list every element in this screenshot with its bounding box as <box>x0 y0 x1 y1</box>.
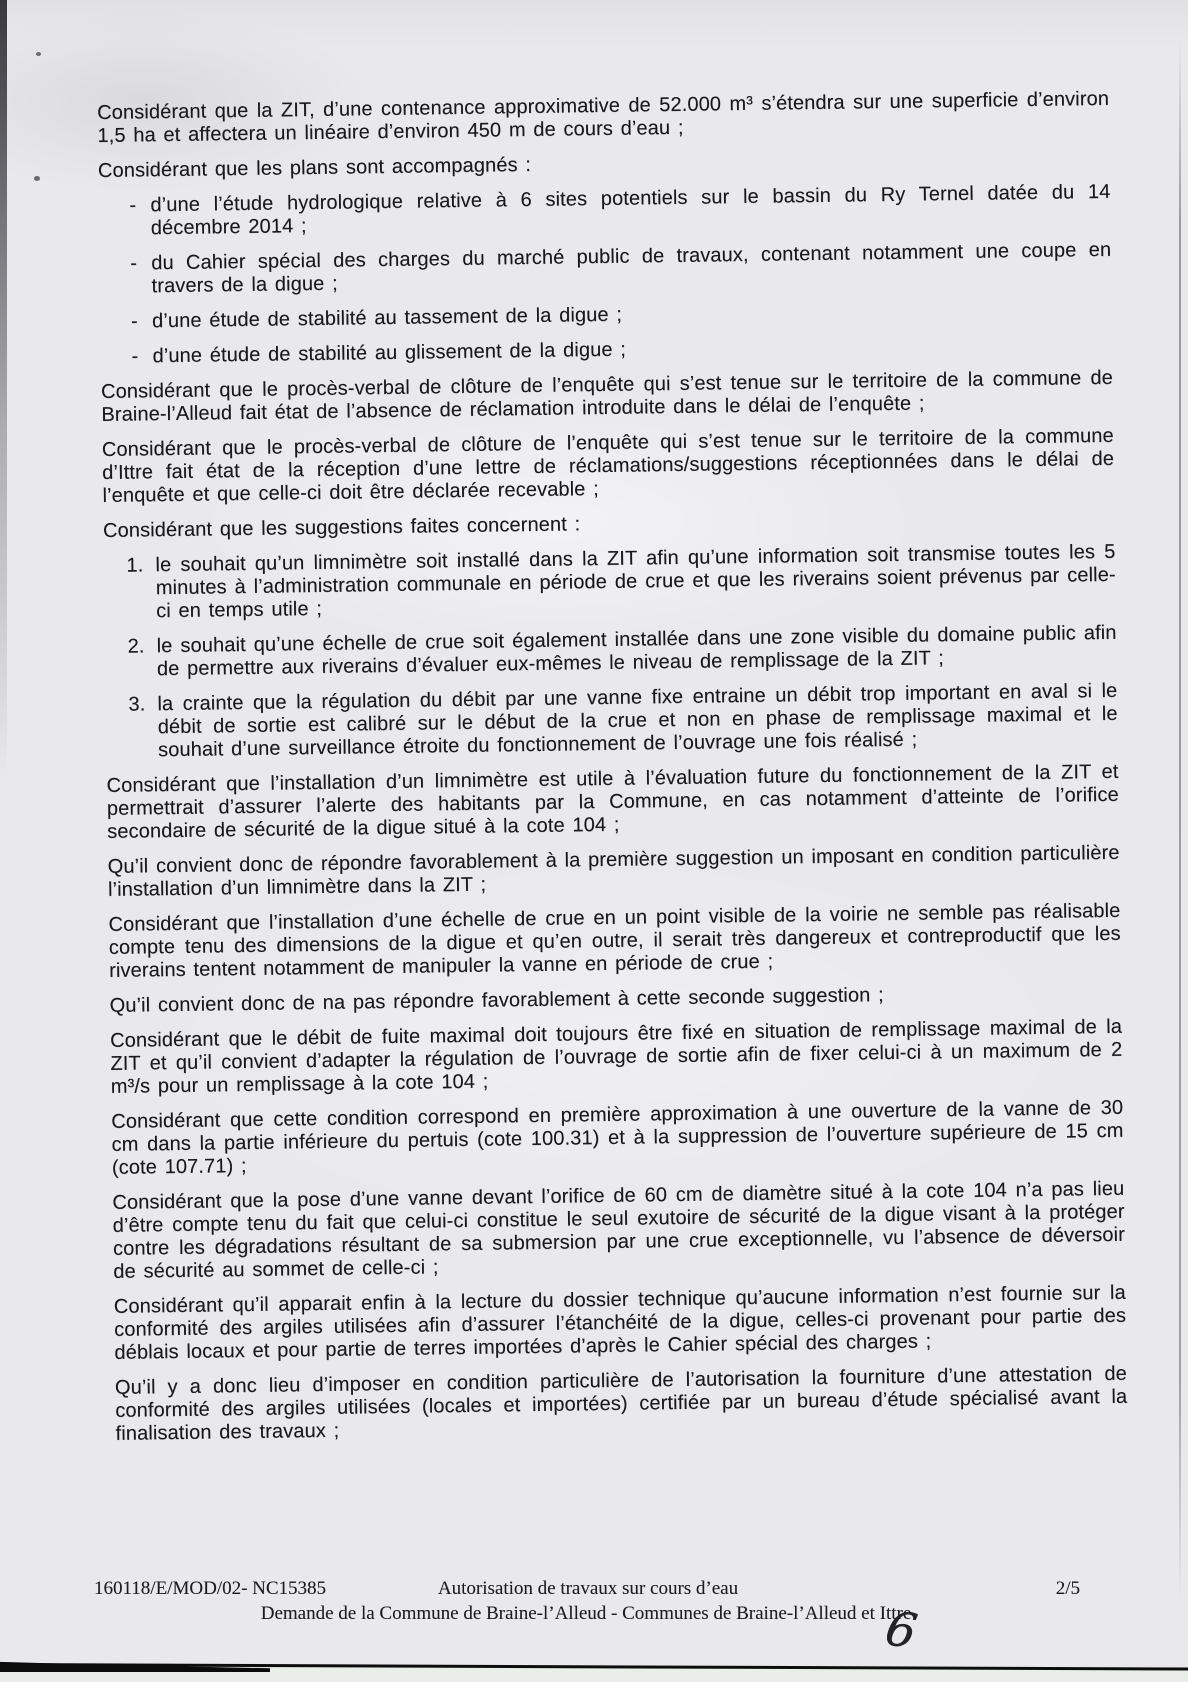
paper-speck <box>34 176 40 181</box>
list-item-text: d’une étude de stabilité au glissement de la digue ; <box>152 338 627 368</box>
footer-subtitle: Demande de la Commune de Braine-l’Alleud - Communes de Braine-l’Alleud et Ittre <box>260 1603 912 1624</box>
list-item-text: d’une l’étude hydrologique relative à 6 sites potentiels sur le bassin du Ry Ternel datée du 14 décembre 2014 ; <box>150 180 1111 240</box>
paragraph: Considérant que le procès-verbal de clôture de l’enquête qui s’est tenue sur le territoire de la commune de Braine-l’Alleud fait état de l’absence de réclamation introduite dans le délai de l’enquête ; <box>100 366 1114 426</box>
paragraph: Considérant que le procès-verbal de clôture de l’enquête qui s’est tenue sur le territoire de la commune d’Ittre fait état de la réception d’une lettre de réclamations/suggestions réceptionnées dans le délai de l’enquête et que celle-ci doit être déclarée recevable ; <box>101 424 1115 507</box>
paragraph: Considérant que le débit de fuite maximal doit toujours être fixé en situation de remplissage maximal de la ZIT et qu’il convient d’adapter la régulation de l’ouvrage de sortie afin de fixer celui-ci à un maximum de 2 m³/s pour un remplissage à la cote 104 ; <box>109 1015 1123 1098</box>
bullet-item <box>100 332 1112 369</box>
paragraph: Considérant que la pose d’une vanne devant l’orifice de 60 cm de diamètre situé à la cote 104 n’a pas lieu d’être compte tenu du fait que celui-ci constitue le seul exutoire de sécurité de la digue visant à la protéger contre les dégradations résultant de sa submersion par une crue exceptionnelle, vu l’absence de déversoir de sécurité au sommet de celle-ci ; <box>112 1177 1126 1283</box>
list-item-text: d’une étude de stabilité au tassement de la digue ; <box>151 303 623 333</box>
paragraph: Considérant que les plans sont accompagnés : <box>97 153 532 182</box>
footer-reference: 160118/E/MOD/02- NC15385 <box>94 1578 327 1599</box>
scan-edge-shadow-left <box>0 0 7 780</box>
numbered-item <box>104 622 1117 682</box>
bullet-item <box>99 239 1112 299</box>
list-marker: - <box>131 345 139 368</box>
numbered-item <box>105 680 1118 763</box>
paragraph: Considérant que cette condition correspond en première approximation à une ouverture de la vanne de 30 cm dans la partie inférieure du pertuis (cote 100.31) et à la suppression de l’ouverture supérieure de 15 cm (cote 107.71) ; <box>111 1096 1124 1179</box>
paragraph: Qu’il convient donc de na pas répondre favorablement à cette seconde suggestion ; <box>109 984 884 1017</box>
list-item-text: le souhait qu’un limnimètre soit installé dans la ZIT afin qu’une information soit transmise toutes les 5 minutes à l’administration communale en période de crue et que les riverains soient prévenus par celle-ci en temps utile ; <box>155 540 1116 623</box>
paper-speck <box>36 52 41 56</box>
paragraph: Qu’il y a donc lieu d’imposer en condition particulière de l’autorisation la fourniture d’une attestation de conformité des argiles utilisées (locales et importées) certifiée par un bureau d’étude spécialisé avant la finalisation des travaux ; <box>114 1362 1128 1445</box>
list-marker: 3. <box>128 693 146 716</box>
scan-line-right <box>1179 40 1181 1600</box>
handwritten-page-mark: 6 <box>880 1601 922 1660</box>
list-item-text: le souhait qu’une échelle de crue soit également installée dans une zone visible du domaine public afin de permettre aux riverains d’évaluer eux-mêmes le niveau de remplissage de la ZIT ; <box>156 621 1117 681</box>
paragraph: Qu’il convient donc de répondre favorablement à la première suggestion un imposant en condition particulière l’installation d’un limnimètre dans la ZIT ; <box>107 841 1120 901</box>
document-body <box>97 88 1128 1458</box>
paragraph: Considérant que l’installation d’un limnimètre est utile à l’évaluation future du fonctionnement de la ZIT et permettrait d’assurer l’alerte des habitants par la Commune, en cas notamment d’atteinte de l’orifice secondaire de sécurité de la digue situé à la cote 104 ; <box>106 760 1119 843</box>
paragraph: Considérant que l’installation d’une échelle de crue en un point visible de la voirie ne semble pas réalisable compte tenu des dimensions de la digue et qu’en outre, il serait très dangereux et contreproductif que les riverains tentent notamment de manipuler la vanne en période de crue ; <box>108 899 1121 982</box>
numbered-item <box>103 541 1116 624</box>
bullet-item <box>98 181 1111 241</box>
list-item-text: du Cahier spécial des charges du marché public de travaux, contenant notamment une coupe en travers de la digue ; <box>151 238 1112 298</box>
paragraph: Considérant que la ZIT, d’une contenance approximative de 52.000 m³ s’étendra sur une superficie d’environ 1,5 ha et affectera un linéaire d’environ 450 m de cours d’eau ; <box>97 87 1110 147</box>
paragraph: Considérant que les suggestions faites concernent : <box>102 513 581 542</box>
footer-document-title: Autorisation de travaux sur cours d’eau <box>437 1578 739 1599</box>
list-item-text: la crainte que la régulation du débit par une vanne fixe entraine un débit trop important en aval si le débit de sortie est calibré sur le début de la crue et non en phase de remplissage maximal et le souhait d’une surveillance étroite du fonctionnement de l’ouvrage une fois réalisé ; <box>157 679 1118 762</box>
list-marker: - <box>130 310 139 333</box>
list-marker: - <box>129 194 137 217</box>
list-marker: 1. <box>126 554 144 577</box>
footer-page-number: 2/5 <box>1055 1578 1080 1599</box>
list-marker: - <box>130 252 138 275</box>
paragraph: Considérant qu’il apparait enfin à la lecture du dossier technique qu’aucune information n’est fournie sur la conformité des argiles utilisées afin d’assurer l’étanchéité de la digue, celles-ci provenant pour partie des déblais locaux et pour partie de terres importées d’après le Cahier spécial des charges ; <box>113 1281 1127 1364</box>
bullet-item <box>100 297 1112 334</box>
list-marker: 2. <box>127 635 145 658</box>
